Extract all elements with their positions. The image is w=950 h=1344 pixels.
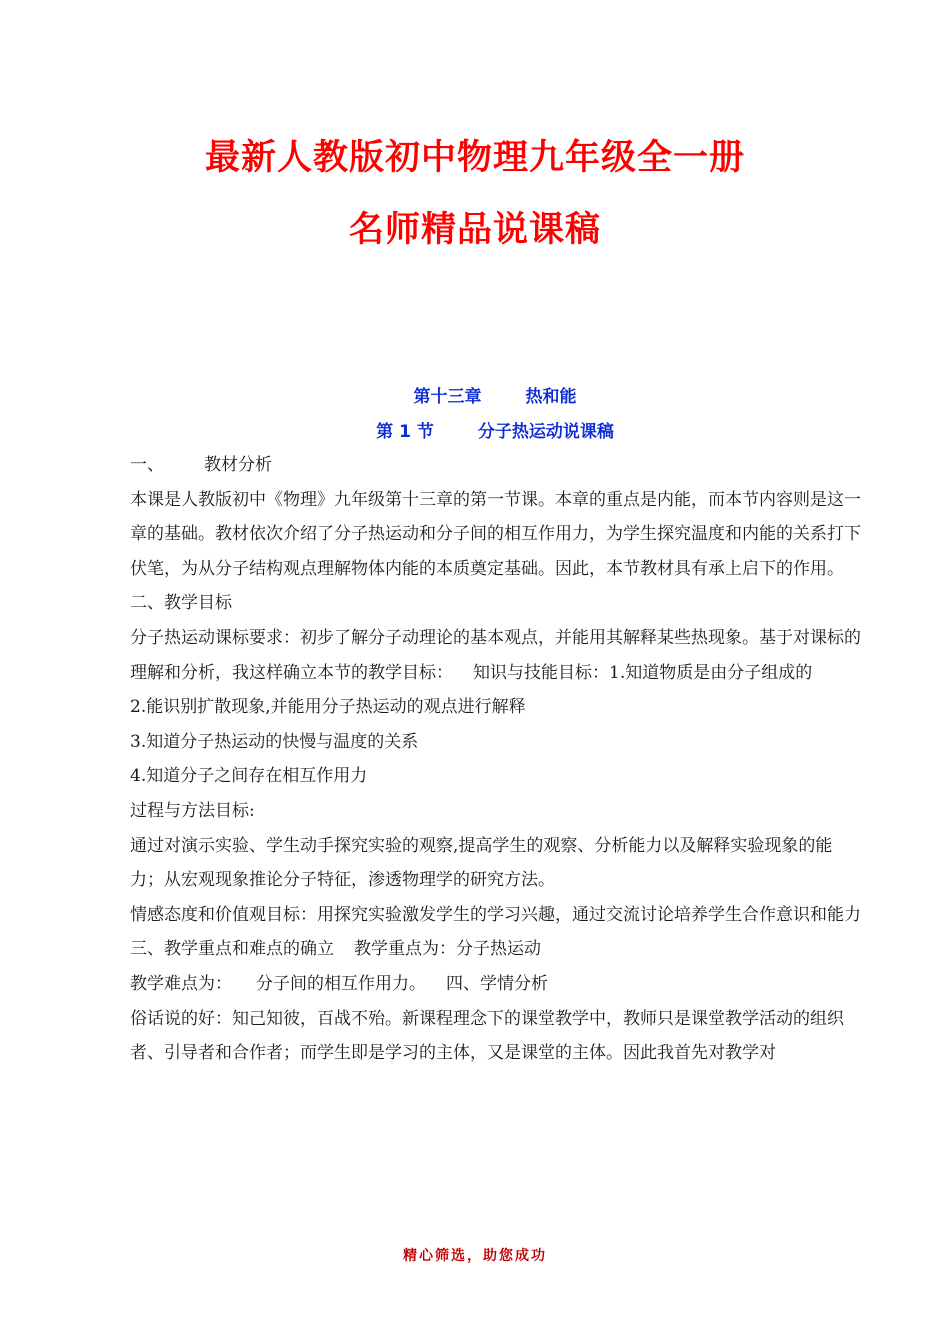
paragraph-textbook-analysis: 本课是人教版初中《物理》九年级第十三章的第一节课。本章的重点是内能，而本节内容则是这一章的基础。教材依次介绍了分子热运动和分子间的相互作用力，为学生探究温度和内能的关系打下伏笔，为从分子结构观点理解物体内能的本质奠定基础。因此，本节教材具有承上启下的作用。 [130, 489, 861, 579]
goal-item-4: 4.知道分子之间存在相互作用力 [130, 766, 368, 787]
page-footer: 精心筛选，助您成功 [403, 1248, 547, 1264]
paragraph-process-method: 通过对演示实验、学生动手探究实验的观察,提高学生的观察、分析能力以及解释实验现象的能力；从宏观现象推论分子特征，渗透物理学的研究方法。 [130, 835, 833, 891]
paragraph-objectives: 分子热运动课标要求：初步了解分子动理论的基本观点，并能用其解释某些热现象。基于对课标的理解和分析，我这样确立本节的教学目标： 知识与技能目标：1.知道物质是由分子组成的 [130, 627, 861, 683]
process-method-heading: 过程与方法目标: [130, 800, 255, 821]
paragraph-emotion-values: 情感态度和价值观目标：用探究实验激发学生的学习兴趣，通过交流讨论培养学生合作意识和能力 [130, 904, 861, 925]
document-body [93, 448, 863, 1071]
doc-title-line-2: 名师精品说课稿 [348, 210, 601, 250]
chapter-name: 热和能 [525, 387, 577, 407]
goal-item-3: 3.知道分子热运动的快慢与温度的关系 [130, 731, 419, 752]
paragraph-student-analysis: 俗话说的好：知己知彼，百战不殆。新课程理念下的课堂教学中，教师只是课堂教学活动的组织者、引导者和合作者；而学生即是学习的主体，又是课堂的主体。因此我首先对教学对 [130, 1008, 844, 1064]
chapter-label: 第十三章 [413, 387, 482, 407]
chapter-heading [0, 382, 950, 407]
section-label: 第 1 节 [376, 422, 434, 442]
section-2-heading: 二、教学目标 [130, 593, 232, 614]
section-name: 分子热运动说课稿 [477, 422, 614, 442]
difficulty-line: 教学难点为： 分子间的相互作用力。 四、学情分析 [130, 973, 548, 994]
section-3-line: 三、教学重点和难点的确立 教学重点为：分子热运动 [130, 939, 541, 960]
goal-item-2: 2.能识别扩散现象,并能用分子热运动的观点进行解释 [130, 697, 526, 718]
doc-title-line-1: 最新人教版初中物理九年级全一册 [204, 138, 745, 178]
section-1-heading: 一、 教材分析 [130, 455, 272, 475]
section-heading [0, 417, 950, 442]
